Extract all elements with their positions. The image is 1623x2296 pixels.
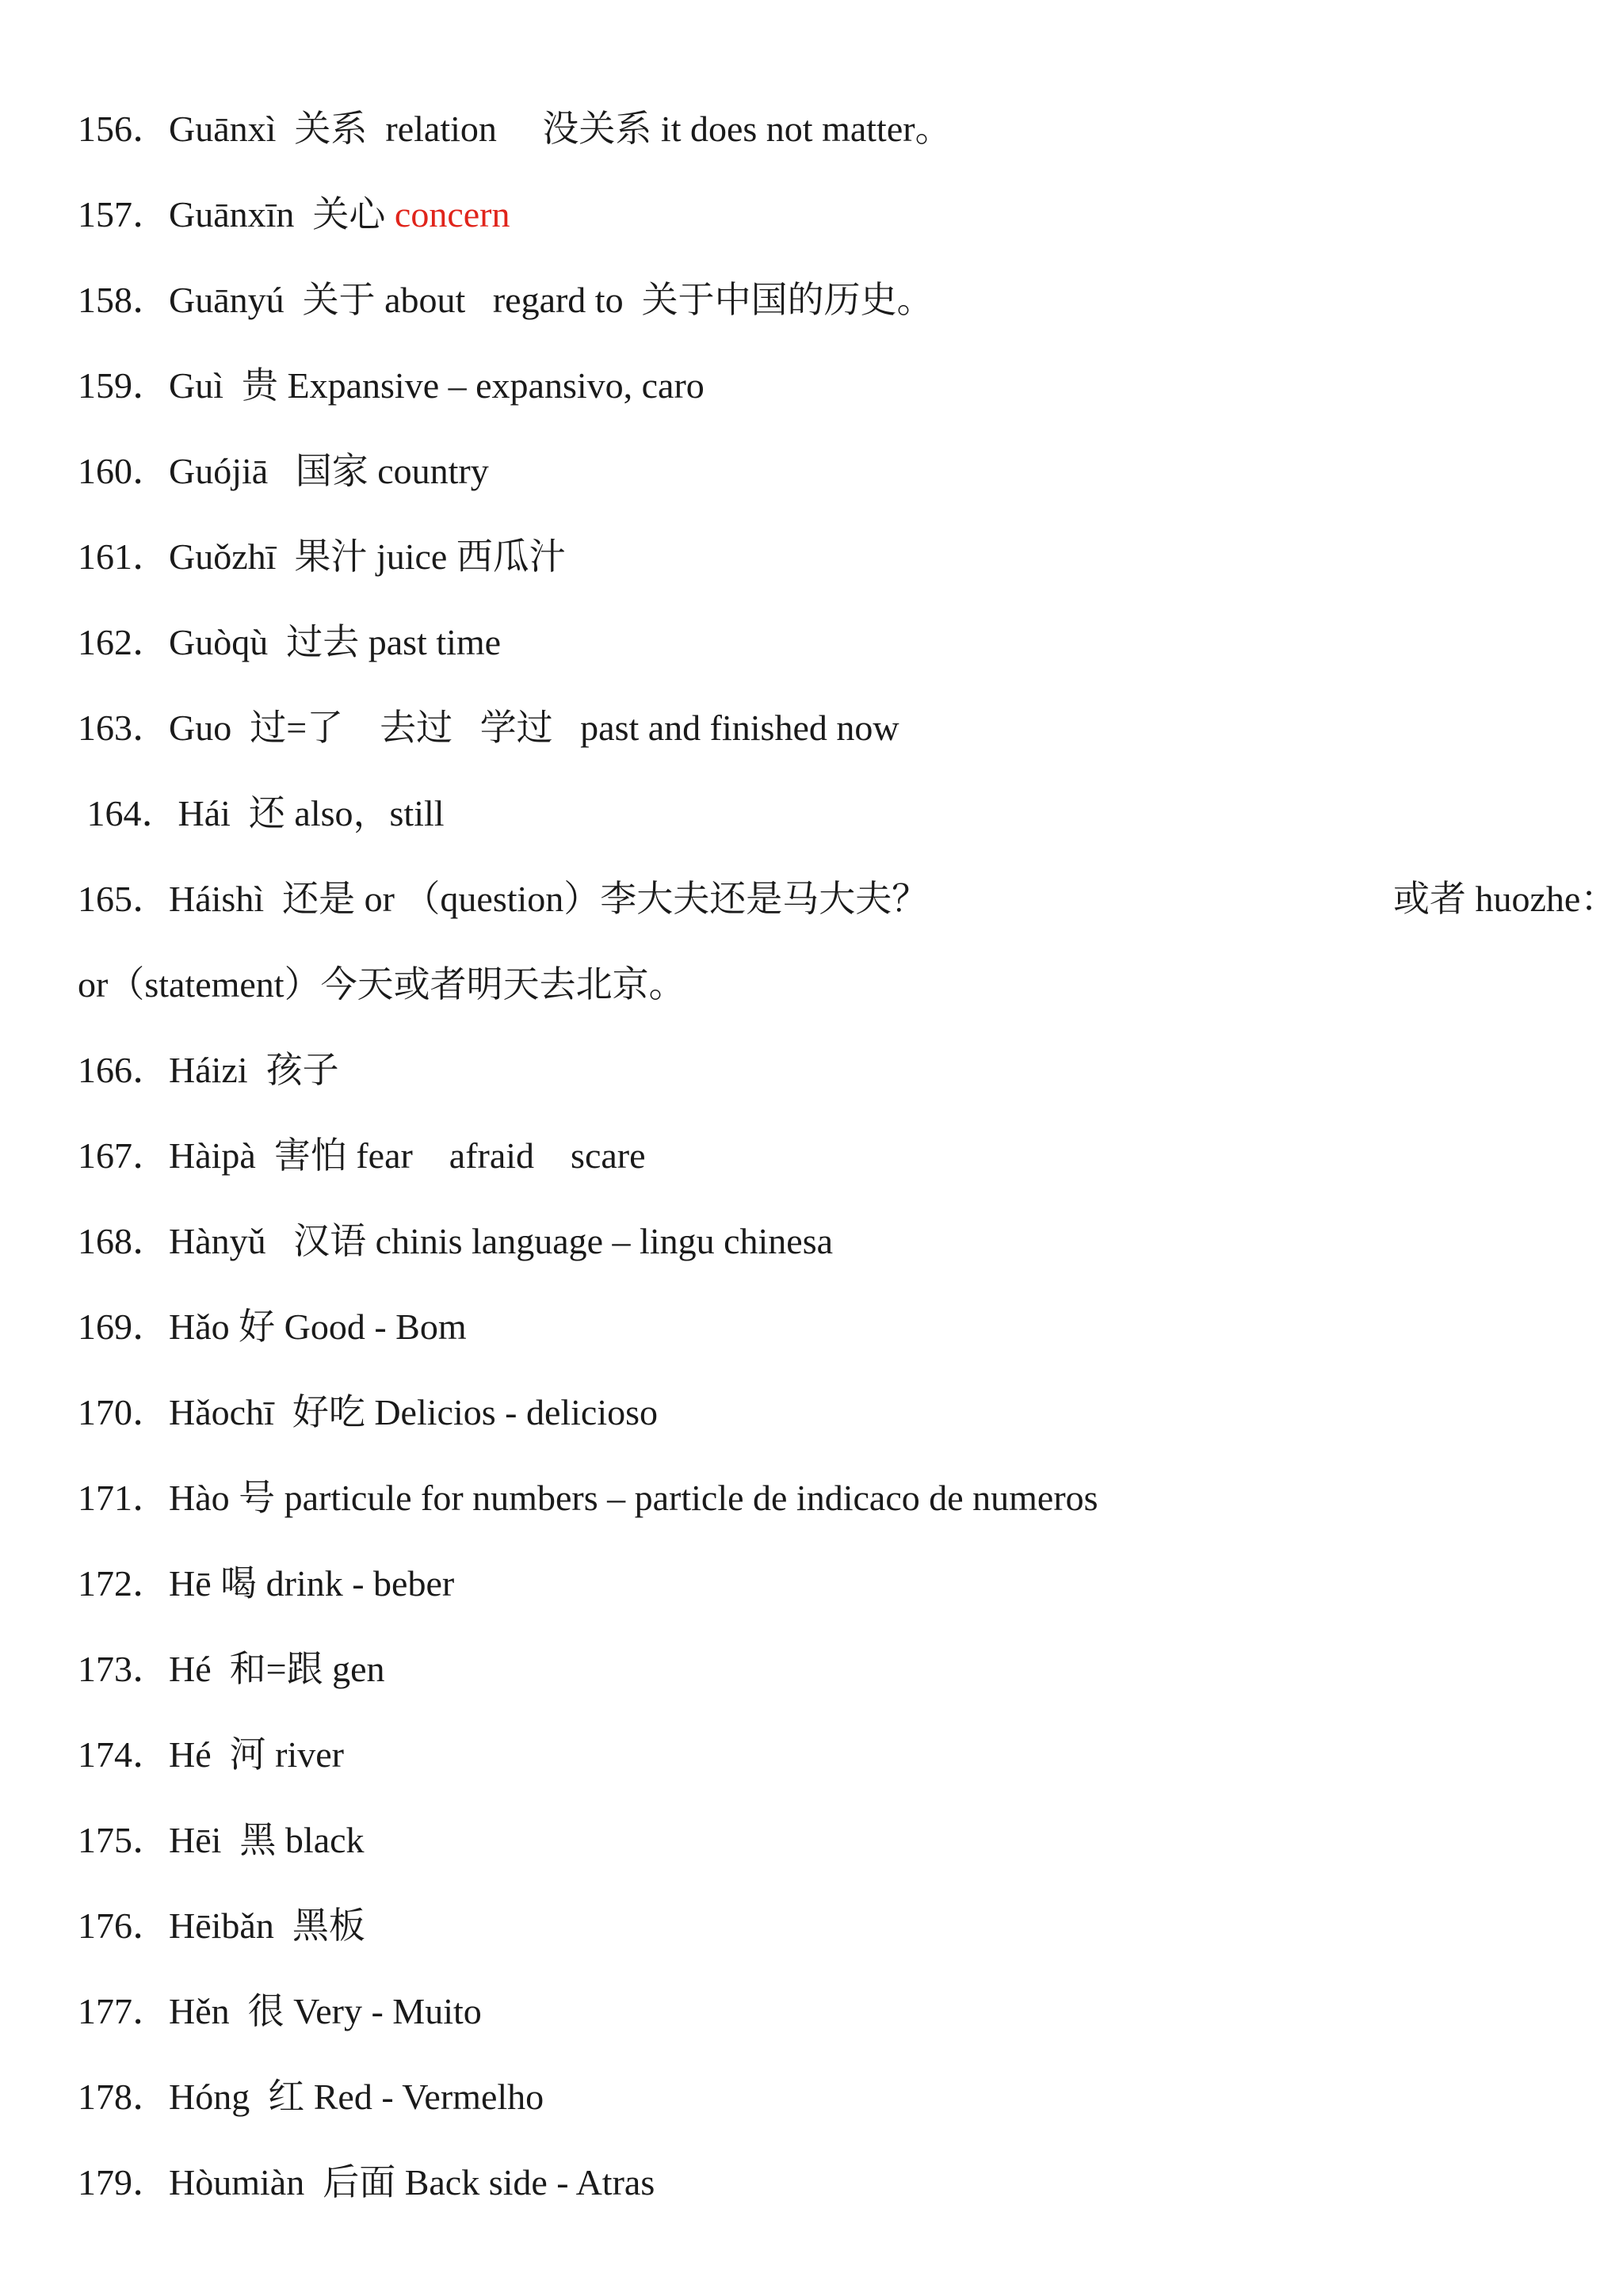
entry-text: Hǎo 好 Good - Bom <box>169 1306 467 1347</box>
entry-number: 173． <box>78 1649 169 1689</box>
entry-number: 158． <box>78 280 169 320</box>
entry-174 <box>78 1723 1575 1787</box>
entry-number: 179． <box>78 2162 169 2203</box>
entry-173 <box>78 1638 1575 1701</box>
entry-text: Guo 过=了 去过 学过 past and finished now <box>169 707 899 748</box>
entry-text: Hēi 黑 black <box>169 1820 365 1860</box>
entry-text: Hěn 很 Very - Muito <box>169 1991 482 2031</box>
entry-text: Guòqù 过去 past time <box>169 622 502 662</box>
entry-172 <box>78 1552 1575 1615</box>
entry-number: 170． <box>78 1392 169 1432</box>
entry-number: 172． <box>78 1563 169 1604</box>
entry-text: Háizi 孩子 <box>169 1050 339 1090</box>
entry-text-right: 或者 huozhe： <box>1393 879 1617 919</box>
entry-165-continuation <box>78 953 1575 1016</box>
entry-text: Guānxì 关系 relation 没关系 it does not matter。 <box>169 109 952 149</box>
entry-161 <box>78 525 1575 589</box>
entry-number: 174． <box>78 1734 169 1775</box>
highlighted-word: concern <box>394 194 510 235</box>
entry-162 <box>78 611 1575 674</box>
entry-178 <box>78 2065 1575 2129</box>
entry-text: Hē 喝 drink - beber <box>169 1563 455 1604</box>
entry-170 <box>78 1381 1575 1444</box>
entry-text: Guānyú 关于 about regard to 关于中国的历史。 <box>169 280 934 320</box>
entry-157 <box>78 183 1575 246</box>
entry-168 <box>78 1210 1575 1273</box>
entry-text: Hóng 红 Red - Vermelho <box>169 2077 544 2117</box>
entry-number: 169． <box>78 1306 169 1347</box>
entry-175 <box>78 1809 1575 1872</box>
entry-158 <box>78 269 1575 332</box>
entry-171 <box>78 1466 1575 1530</box>
entry-text: Hái 还 also，still <box>178 793 445 833</box>
entry-text: Hòumiàn 后面 Back side - Atras <box>169 2162 655 2203</box>
entry-text: Hàipà 害怕 fear afraid scare <box>169 1135 646 1176</box>
entry-number: 162． <box>78 622 169 662</box>
entry-number: 177． <box>78 1991 169 2031</box>
entry-number: 166． <box>78 1050 169 1090</box>
entry-text: Guǒzhī 果汁 juice 西瓜汁 <box>169 536 566 577</box>
entry-number: 178． <box>78 2077 169 2117</box>
entry-number: 171． <box>78 1478 169 1518</box>
entry-text: Guānxīn 关心 <box>169 194 395 235</box>
entry-179 <box>78 2151 1575 2214</box>
entry-176 <box>78 1894 1575 1958</box>
entry-text: Hào 号 particule for numbers – particle de indicaco de numeros <box>169 1478 1098 1518</box>
entry-text: Hé 和=跟 gen <box>169 1649 385 1689</box>
entry-number: 161． <box>78 536 169 577</box>
entry-number: 156． <box>78 109 169 149</box>
entry-165 <box>78 868 1617 931</box>
entry-164 <box>78 782 1575 845</box>
entry-160 <box>78 440 1575 503</box>
entry-163 <box>78 696 1575 760</box>
entry-166 <box>78 1039 1575 1102</box>
entry-text: Guójiā 国家 country <box>169 451 489 491</box>
entry-text: Háishì 还是 or （question）李大夫还是马大夫？ <box>169 879 929 919</box>
entry-text: Hǎochī 好吃 Delicios - delicioso <box>169 1392 659 1432</box>
entry-number: 157． <box>78 194 169 235</box>
entry-text: Hànyǔ 汉语 chinis language – lingu chinesa <box>169 1221 834 1261</box>
entry-159 <box>78 354 1575 418</box>
entry-number: 163． <box>78 707 169 748</box>
entry-number: 167． <box>78 1135 169 1176</box>
entry-number: 175． <box>78 1820 169 1860</box>
entry-number: 160． <box>78 451 169 491</box>
entry-number: 176． <box>78 1905 169 1946</box>
entry-number: 165． <box>78 879 169 919</box>
entry-text: Guì 贵 Expansive – expansivo, caro <box>169 365 705 406</box>
entry-number: 164． <box>78 793 178 833</box>
entry-number: 159． <box>78 365 169 406</box>
entry-text: Hēibǎn 黑板 <box>169 1905 365 1946</box>
entry-text: Hé 河 river <box>169 1734 344 1775</box>
entry-text: or（statement）今天或者明天去北京。 <box>78 964 685 1005</box>
entry-177 <box>78 1980 1575 2043</box>
entry-167 <box>78 1124 1575 1188</box>
entry-156 <box>78 97 1575 161</box>
entry-169 <box>78 1295 1575 1359</box>
entry-number: 168． <box>78 1221 169 1261</box>
